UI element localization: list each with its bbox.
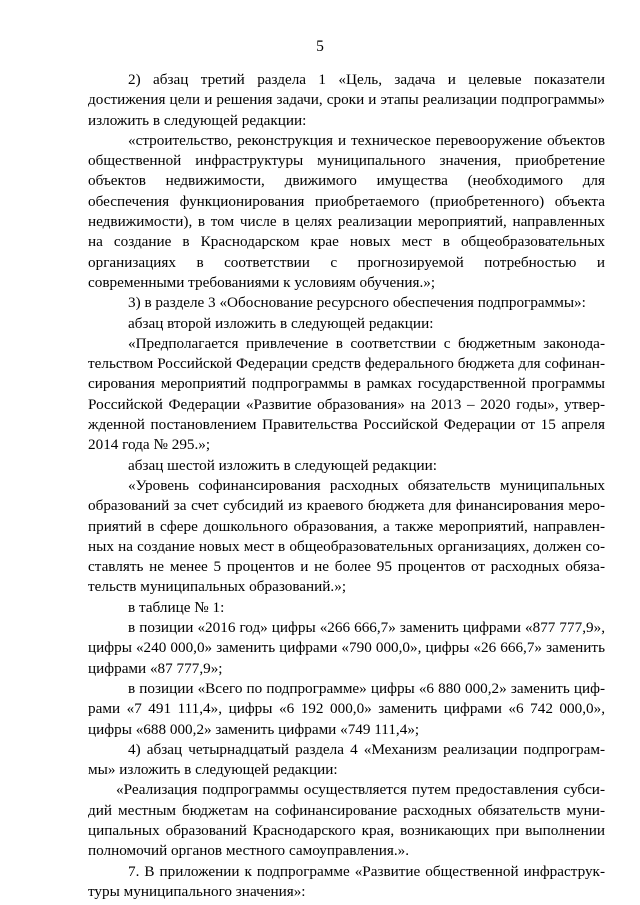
- paragraph: абзац шестой изложить в следующей редакции:: [128, 456, 437, 474]
- paragraph: в таблице № 1:: [128, 598, 225, 616]
- paragraph: абзац второй изложить в следующей редакции:: [128, 314, 434, 332]
- paragraph: 2) абзац третий раздела 1 «Цель, задача и целевые показатели достижения цели и решения задачи, сроки и этапы реализации подпрограммы» изложить в следующей редакции:: [88, 71, 605, 129]
- paragraph: 7. В приложении к подпрограмме «Развитие общественной инфраструктуры муниципального значения»:: [88, 862, 605, 900]
- paragraph: «Уровень софинансирования расходных обязательств муниципальных образований за счет субсидий из краевого бюджета для финансирования мероприятий в сфере дошкольного образования, а также мероприятий, направленных на создание новых мест в общеобразовательных организациях, должен составлять не менее 5 процентов и не более 95 процентов от расходных обязательств муниципальных образований.»;: [88, 476, 605, 596]
- paragraph: 4) абзац четырнадцатый раздела 4 «Механизм реализации подпрограммы» изложить в следующей редакции:: [88, 740, 605, 779]
- page-number: 5: [316, 38, 324, 55]
- paragraph: «Реализация подпрограммы осуществляется путем предоставления субсидий местным бюджетам на софинансирование расходных обязательств муниципальных образований Краснодарского края, возникающих при выполнении полномочий органов местного самоуправления.».: [88, 781, 605, 860]
- paragraph: «строительство, реконструкция и техническое перевооружение объектов общественной инфраструктуры муниципального значения, приобретение объектов недвижимости, движимого имущества (необходимого для обеспечения функционирования приобретаемого (приобретенного) объекта недвижимости), в том числе в целях реализации мероприятий, направленных на создание в Краснодарском крае новых мест в общеобразовательных организациях в соответствии с прогнозируемой потребностью и современными требованиями к условиям обучения.»;: [88, 131, 605, 291]
- paragraph: в позиции «Всего по подпрограмме» цифры «6 880 000,2» заменить цифрами «7 491 111,4», цифры «6 192 000,0» заменить цифрами «6 742 000,0», цифры «688 000,2» заменить цифрами «749 111,4»;: [88, 679, 605, 738]
- paragraph: «Предполагается привлечение в соответствии с бюджетным законодательством Российской Федерации средств федерального бюджета для софинансирования мероприятий подпрограммы в рамках государственной программы Российской Федерации «Развитие образования» на 2013 – 2020 годы», утвержденной постановлением Правительства Российской Федерации от 15 апреля 2014 года № 295.»;: [88, 334, 605, 454]
- document-body: [88, 70, 605, 902]
- paragraph: в позиции «2016 год» цифры «266 666,7» заменить цифрами «877 777,9», цифры «240 000,0» заменить цифрами «790 000,0», цифры «26 666,7» заменить цифрами «87 777,9»;: [88, 619, 605, 677]
- paragraph: 3) в разделе 3 «Обоснование ресурсного обеспечения подпрограммы»:: [128, 294, 586, 312]
